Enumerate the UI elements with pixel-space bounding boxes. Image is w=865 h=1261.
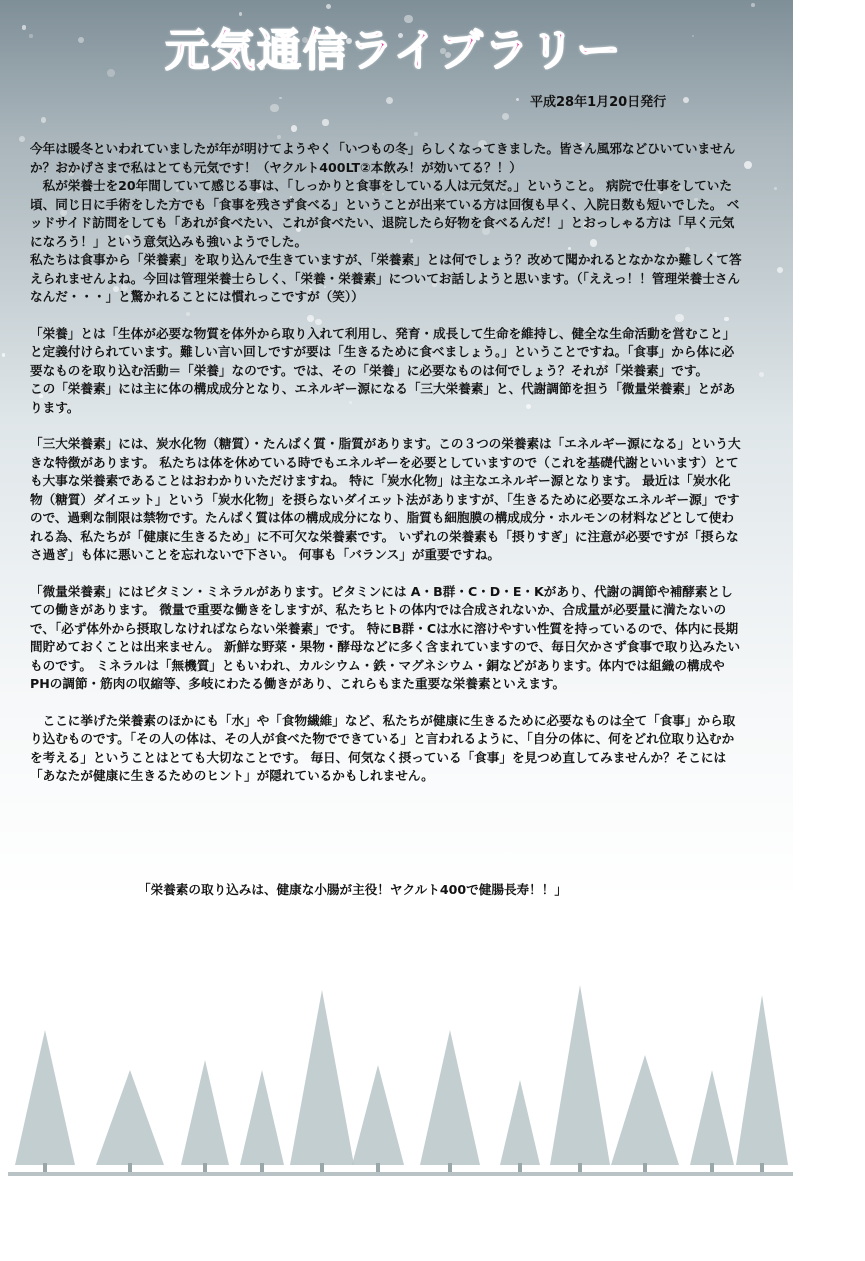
snowflake [29,34,32,37]
tree [500,1080,540,1173]
snowflake [744,161,752,169]
issue-date: 平成28年1月20日発行 [530,95,667,110]
snowflake [414,132,417,135]
paragraph-experience: 私が栄養士を20年間していて感じる事は、「しっかりと食事をしている人は元気だ。」ということ。 病院で仕事をしていた頃、同じ日に手術をした方でも「食事を残さず食べる」ということが出来ている方は回復も早く、入院日数も短いでした。 ベッドサイド訪問をしても「あれが食べたい、これが食べたい、退院したら好物を食べるんだ！」とおっしゃる方は「早く元気になろう！」という意気込みも強いようでした。 [30,178,740,249]
snowflake [516,98,519,101]
tree [290,990,354,1173]
snowflake [322,119,328,125]
snowflake [270,104,278,112]
tree [96,1070,164,1173]
snowflake [22,25,26,29]
snowflake [2,353,5,356]
tree [690,1070,734,1173]
snowflake [291,125,297,131]
tree [420,1030,480,1173]
paragraph-macronutrients: 「三大栄養素」には、炭水化物（糖質）・たんぱく質・脂質があります。この３つの栄養素は「エネルギー源になる」という大きな特徴があります。 私たちは体を休めている時でもエネルギーを必要としていますので（これを基礎代謝といいます）とても大事な栄養素であることはおわかりいただけますね。 特に「炭水化物」は主なエネルギー源となります。 最近は「炭水化物（糖質）ダイエット」という「炭水化物」を摂らないダイエット法がありますが、「生きるために必要なエネルギー源」ですので、過剰な制限は禁物です。たんぱく質は体の構成成分になり、脂質も細胞膜の構成成分・ホルモンの材料などとして使われる為、私たちが「健康に生きるため」に不可欠な栄養素です。 いずれの栄養素も「摂りすぎ」に注意が必要ですが「摂らなさ過ぎ」も体に悪いことを忘れないで下さい。 何事も「バランス」が重要ですね。 [30,436,741,562]
snowflake [777,267,783,273]
snowflake [41,117,46,122]
snowflake [277,135,281,139]
snowflake [683,97,690,104]
ground-line [8,1172,793,1176]
snowflake [774,187,777,190]
snowflake [78,37,84,43]
snowflake [502,113,509,120]
snowflake [759,372,764,377]
paragraph-nutrition-definition: 「栄養」とは「生体が必要な物質を体外から取り入れて利用し、発育・成長して生命を維持し、健全な生命活動を営むこと」と定義付けられています。難しい言い回しですが要は「生きるために食べましょう。」ということですね。「食事」から体に必要なものを取り込む活動＝「栄養」なのです。では、その「栄養」に必要なものは何でしょう？それが「栄養素」です。 [30,325,736,378]
paragraph-intro: 今年は暖冬といわれていましたが年が明けてようやく「いつもの冬」らしくなってきました。皆さん風邪などひいていませんか？おかげさまで私はとても元気です！（ヤクルト400LT②本飲み！が効いてる？！） [30,141,736,175]
tree [181,1060,229,1173]
snowflake [19,136,25,142]
tree [15,1030,75,1173]
tree [611,1055,679,1173]
snowflake [107,69,115,77]
paragraph-micronutrients: 「微量栄養素」にはビタミン・ミネラルがあります。ビタミンには A・B群・C・D・E・Kがあり、代謝の調節や補酵素としての働きがあります。 微量で重要な働きをしますが、私たちヒトの体内では合成されないか、合成量が必要量に満たないので、「必ず体外から摂取しなければならない栄養素」です。 特にB群・Cは水に溶けやすい性質を持っているので、体内に長期間貯めておくことは出来ません。 新鮮な野菜・果物・酵母などに多く含まれていますので、毎日欠かさず食事で取り込みたいものです。 ミネラルは「無機質」ともいわれ、カルシウム・鉄・マグネシウム・銅などがあります。体内では組織の構成やPHの調節・筋肉の収縮等、多岐にわたる働きがあり、これらもまた重要な栄養素といえます。 [30,583,741,691]
snowflake [386,97,393,104]
newsletter-title: 元気通信ライブラリー [165,25,623,76]
snowflake [692,35,695,38]
tree [736,995,788,1173]
winter-trees-illustration [0,960,793,1220]
snowflake [279,97,281,99]
snowflake [751,3,755,7]
paragraph-conclusion: ここに挙げた栄養素のほかにも「水」や「食物繊維」など、私たちが健康に生きるために必要なものは全て「食事」から取り込むものです。「その人の体は、その人が食べた物でできている」と言われるように、「自分の体に、何をどれ位取り込むかを考える」ということはとても大切なことです。 毎日、何気なく摂っている「食事」を見つめ直してみませんか？そこには「あなたが健康に生きるためのヒント」が隠れているかもしれません。 [30,712,736,783]
tree [550,985,610,1173]
tree [352,1065,404,1173]
article-body [30,140,742,786]
paragraph-question: 私たちは食事から「栄養素」を取り込んで生きていますが、「栄養素」とは何でしょう？改めて聞かれるとなかなか難しくて答えられませんよね。今回は管理栄養士らしく、「栄養・栄養素」についてお話しようと思います。（「ええっ！！管理栄養士さんなんだ・・・」と驚かれることには慣れっこですが（笑）） [30,252,742,304]
paragraph-nutrient-types: この「栄養素」には主に体の構成成分となり、エネルギー源になる「三大栄養素」と、代謝調節を担う「微量栄養素」とがあります。 [30,381,736,415]
closing-slogan: 「栄養素の取り込みは、健康な小腸が主役！ヤクルト400で健腸長寿！！」 [138,882,567,897]
tree [240,1070,284,1173]
snowflake [326,4,331,9]
